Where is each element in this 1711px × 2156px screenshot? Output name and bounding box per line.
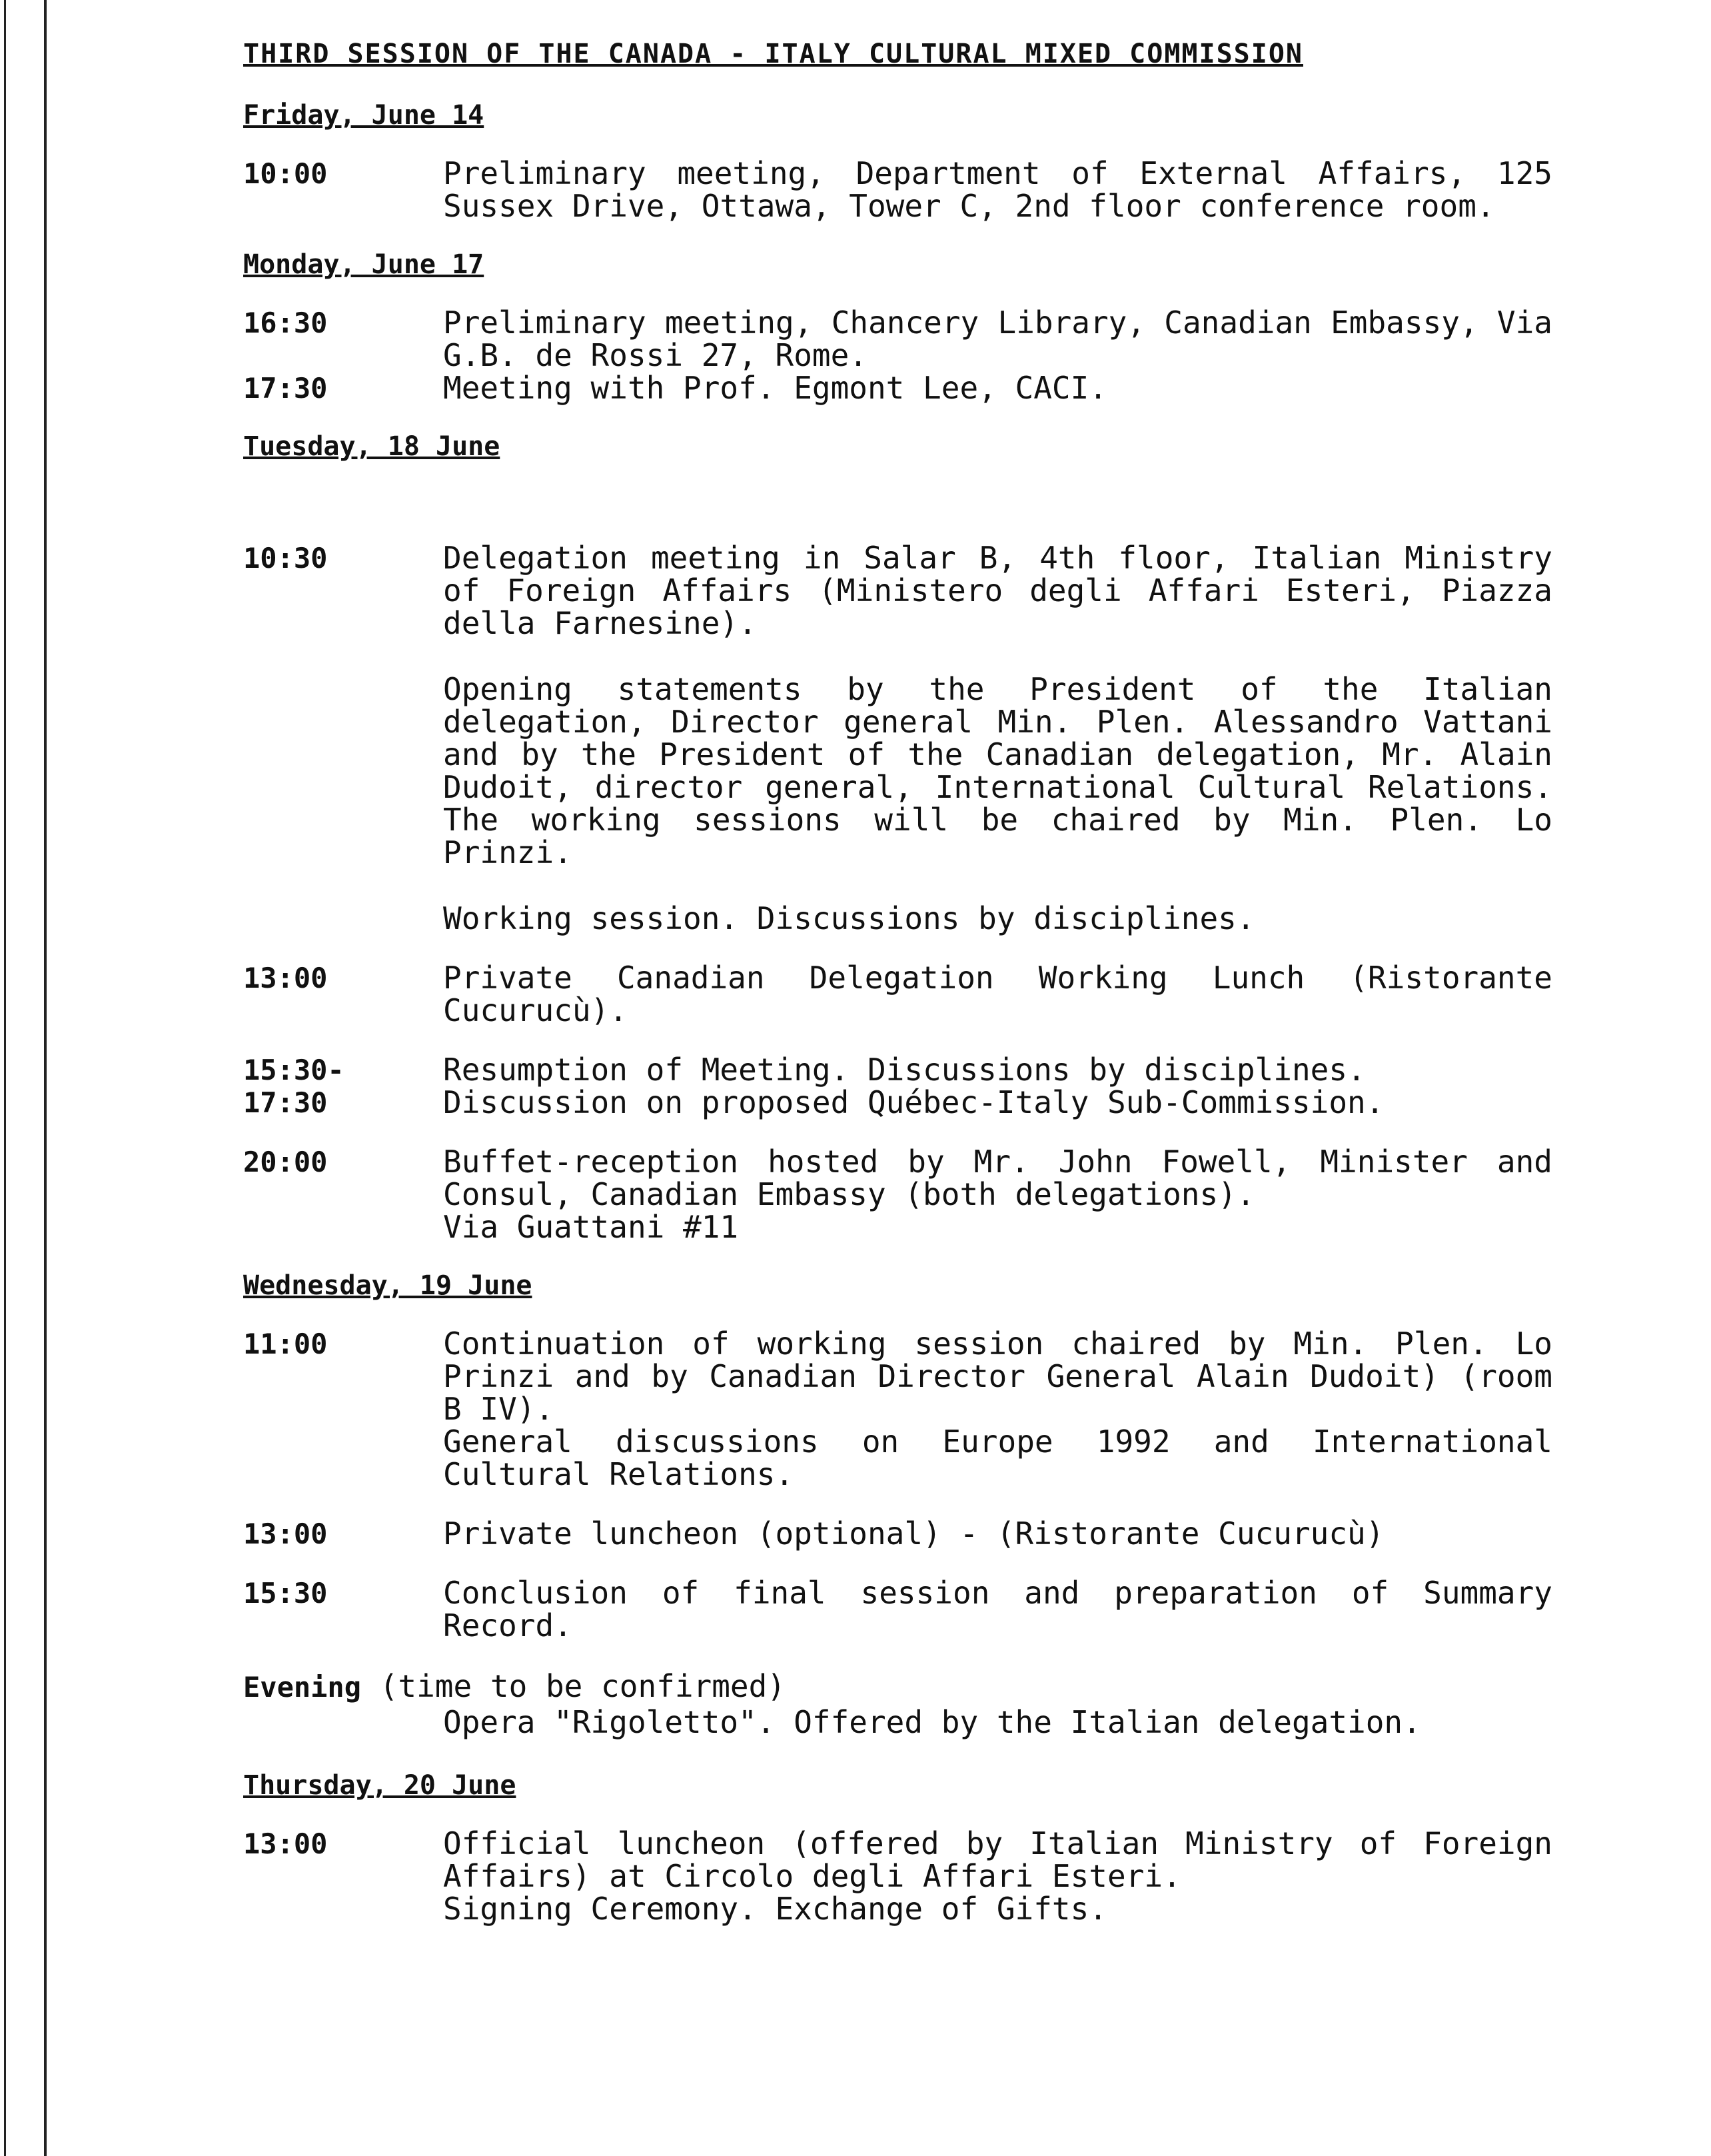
entry-time-end: 17:30 (243, 1086, 328, 1119)
schedule-entry (227, 542, 1552, 935)
entry-text: Private luncheon (optional) - (Ristorante Cucurucù) (443, 1516, 1385, 1552)
entry-line: Discussion on proposed Québec-Italy Sub-Commission. (443, 1084, 1385, 1120)
entry-text: Preliminary meeting, Department of External Affairs, 125 Sussex Drive, Ottawa, Tower C, 2nd floor conference room. (443, 155, 1552, 224)
entry-time: 10:00 (243, 157, 328, 190)
entry-text (443, 542, 1552, 935)
evening-heading (227, 1669, 1552, 1705)
entry-text: Preliminary meeting, Chancery Library, Canadian Embassy, Via G.B. de Rossi 27, Rome. (443, 305, 1552, 373)
entry-text: Private Canadian Delegation Working Lunch (Ristorante Cucurucù). (443, 960, 1552, 1028)
entry-time-start: 15:30- (243, 1054, 344, 1086)
document-page (227, 39, 1552, 1952)
entry-time: 16:30 (243, 307, 328, 339)
entry-line: Buffet-reception hosted by Mr. John Fowell, Minister and Consul, Canadian Embassy (both delegations). (443, 1144, 1552, 1212)
entry-text (443, 1146, 1552, 1244)
schedule-entry (227, 1146, 1552, 1244)
day-heading-friday: Friday, June 14 (243, 100, 484, 131)
schedule-entry (227, 1328, 1552, 1491)
schedule-entry (227, 372, 1552, 405)
entry-line: Official luncheon (offered by Italian Ministry of Foreign Affairs) at Circolo degli Affari Esteri. (443, 1825, 1552, 1894)
document-title: THIRD SESSION OF THE CANADA - ITALY CULTURAL MIXED COMMISSION (243, 39, 1304, 69)
entry-paragraph: Delegation meeting in Salar B, 4th floor, Italian Ministry of Foreign Affairs (Ministero degli Affari Esteri, Piazza della Farnesine). (443, 540, 1552, 641)
entry-time: 17:30 (243, 372, 328, 405)
schedule-entry (227, 157, 1552, 223)
entry-line: General discussions on Europe 1992 and International Cultural Relations. (443, 1424, 1552, 1492)
entry-line: Continuation of working session chaired by Min. Plen. Lo Prinzi and by Canadian Director General Alain Dudoit) (room B IV). (443, 1326, 1552, 1427)
entry-paragraph: Opening statements by the President of the Italian delegation, Director general Min. Plen. Alessandro Vattani and by the President of the Canadian delegation, Mr. Alain Dudoit, director general, International Cultural Relations. The working sessions will be chaired by Min. Plen. Lo Prinzi. (443, 671, 1552, 870)
day-heading-monday: Monday, June 17 (243, 249, 484, 280)
entry-text (443, 1328, 1552, 1491)
entry-time: 10:30 (243, 542, 328, 574)
entry-text: Conclusion of final session and preparation of Summary Record. (443, 1575, 1552, 1643)
schedule-entry (227, 962, 1552, 1027)
schedule-entry (227, 1518, 1552, 1550)
entry-line: Resumption of Meeting. Discussions by disciplines. (443, 1052, 1366, 1088)
entry-text (443, 1054, 1552, 1119)
entry-line: Signing Ceremony. Exchange of Gifts. (443, 1891, 1107, 1927)
evening-text: Opera "Rigoletto". Offered by the Italian delegation. (443, 1704, 1421, 1740)
entry-time: 13:00 (243, 1827, 328, 1860)
entry-time: 13:00 (243, 962, 328, 994)
entry-text: Meeting with Prof. Egmont Lee, CACI. (443, 370, 1107, 406)
schedule-entry (227, 307, 1552, 372)
day-heading-tuesday: Tuesday, 18 June (243, 431, 500, 462)
entry-line: Via Guattani #11 (443, 1209, 739, 1245)
entry-time: 15:30 (243, 1577, 328, 1610)
schedule-entry (227, 1577, 1552, 1642)
entry-time (227, 1054, 443, 1119)
entry-time: 20:00 (243, 1146, 328, 1178)
entry-paragraph: Working session. Discussions by disciplines. (443, 900, 1255, 936)
entry-time: 11:00 (243, 1328, 328, 1360)
entry-time: 13:00 (243, 1518, 328, 1550)
entry-text (443, 1827, 1552, 1925)
evening-note: (time to be confirmed) (379, 1668, 786, 1704)
day-heading-thursday: Thursday, 20 June (243, 1770, 516, 1801)
scan-edge-line (44, 0, 47, 2156)
schedule-entry (227, 1827, 1552, 1925)
evening-label: Evening (243, 1671, 362, 1703)
schedule-entry (227, 1054, 1552, 1119)
scan-edge-line (4, 0, 6, 2156)
day-heading-wednesday: Wednesday, 19 June (243, 1270, 532, 1301)
